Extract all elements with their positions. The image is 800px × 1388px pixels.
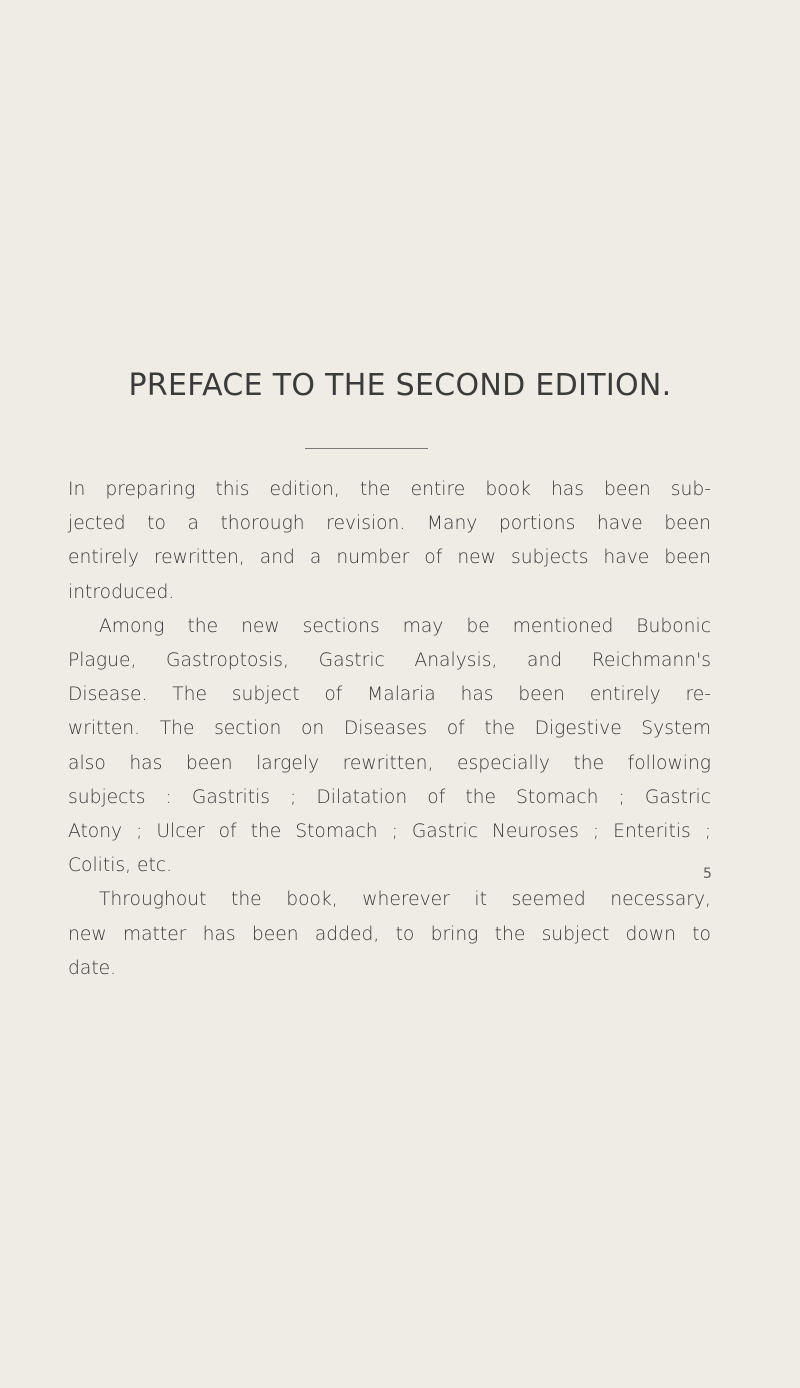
paragraph-1-line-2: jected to a thorough revision. Many portions have been [68,513,711,535]
page-number: 5 [703,866,712,882]
paragraph-2-line-2: Plague, Gastroptosis, Gastric Analysis, and Reichmann's [68,650,711,672]
paragraph-2-line-1: Among the new sections may be mentioned Bubonic [99,615,711,637]
page-title: PREFACE TO THE SECOND EDITION. [128,368,672,403]
paragraph-2-line-4: written. The section on Diseases of the Digestive System [68,718,711,740]
paragraph-3-line-3: date. [68,957,117,979]
paragraph-2-line-7: Atony ; Ulcer of the Stomach ; Gastric Neuroses ; Enteritis ; [68,821,711,843]
paragraph-3-line-1: Throughout the book, wherever it seemed necessary, [99,889,711,911]
paragraph-2-line-5: also has been largely rewritten, especially the following [68,752,711,774]
title-divider [305,448,428,449]
paragraph-1-line-4: introduced. [68,581,175,603]
paragraph-2-line-6: subjects : Gastritis ; Dilatation of the Stomach ; Gastric [68,786,711,808]
paragraph-2-line-8: Colitis, etc. [68,855,173,877]
paragraph-1-line-3: entirely rewritten, and a number of new subjects have been [68,547,711,569]
paragraph-3-line-2: new matter has been added, to bring the subject down to [68,923,711,945]
preface-body [68,473,711,986]
paragraph-2-line-3: Disease. The subject of Malaria has been entirely re- [68,684,711,706]
paragraph-1-line-1: In preparing this edition, the entire book has been sub- [68,479,711,500]
